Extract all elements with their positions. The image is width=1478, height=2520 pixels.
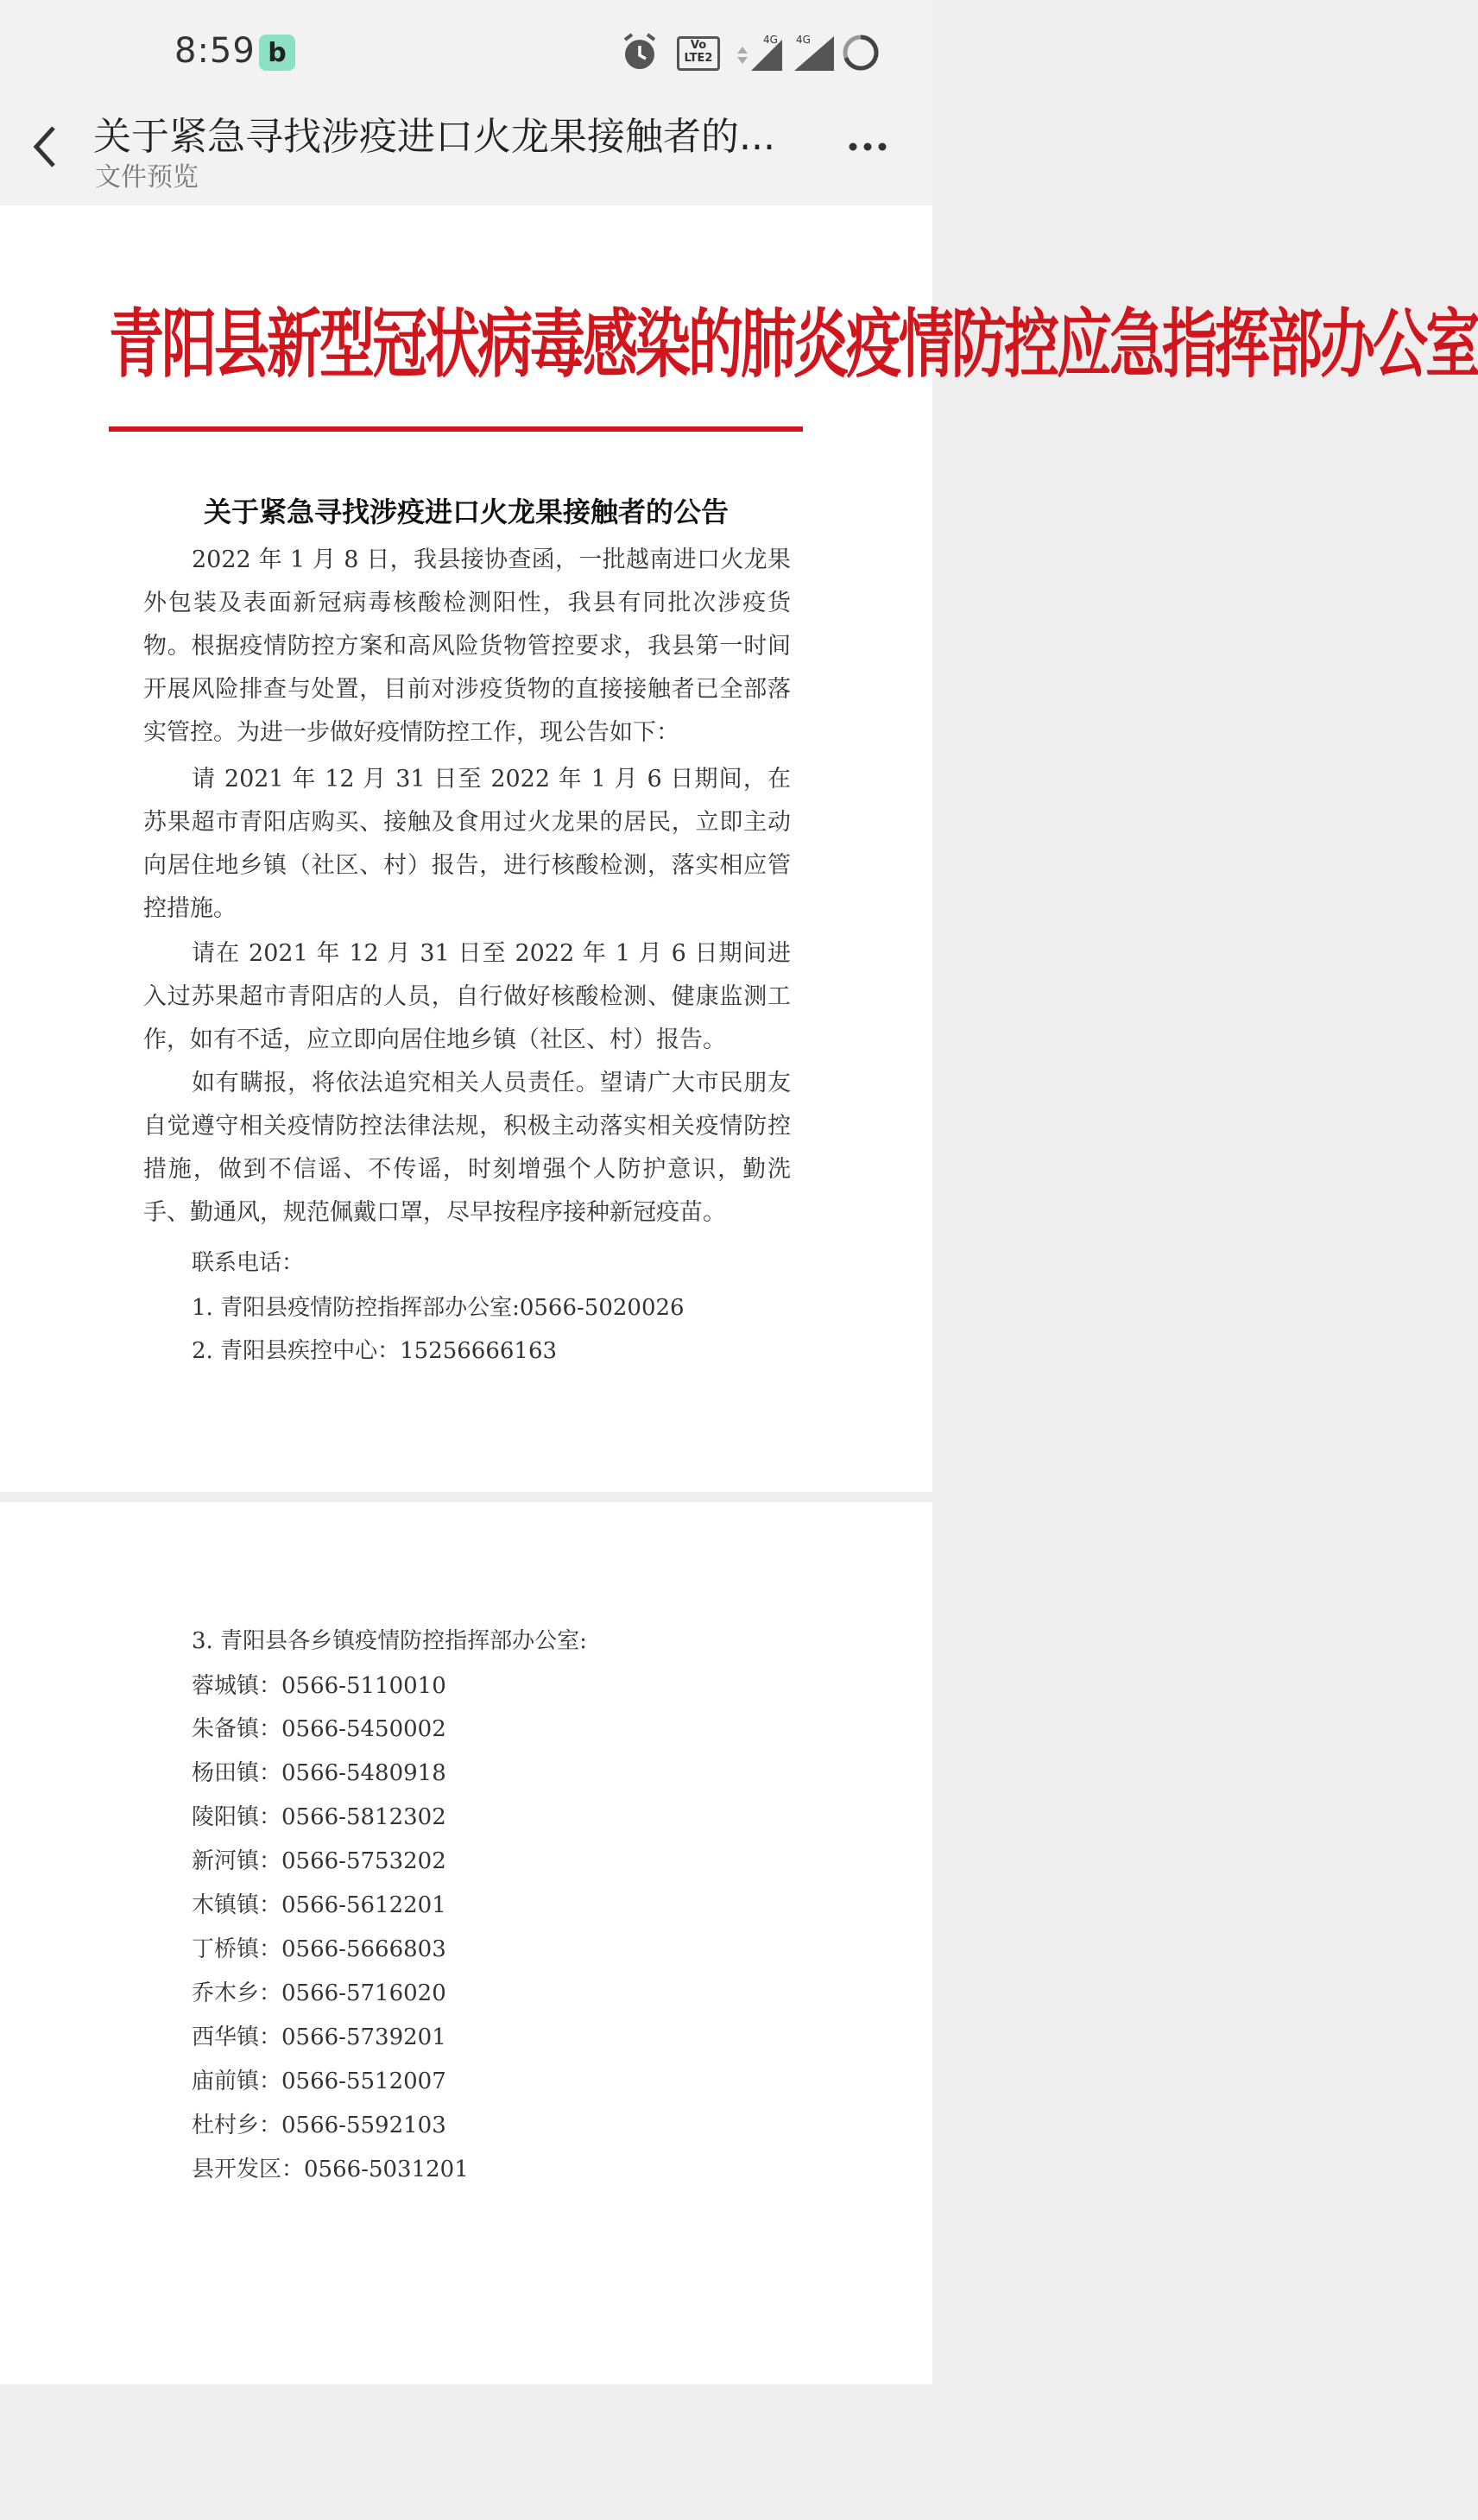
more-options-icon[interactable] [846, 129, 889, 164]
signal-strength-icon-2 [789, 31, 837, 74]
town-contact: 丁桥镇：0566-5666803 [192, 1936, 446, 1962]
volte-top-label: Vo [690, 39, 707, 52]
paragraph-2: 请 2021 年 12 月 31 日至 2022 年 1 月 6 日期间，在苏果超市青阳店购买、接触及食用过火龙果的居民，立即主动向居住地乡镇（社区、村）报告，进行核酸检测，落实相应管控措施。 [143, 766, 791, 922]
document-letterhead: 青阳县新型冠状病毒感染的肺炎疫情防控应急指挥部办公室 [109, 300, 1478, 389]
contact-heading: 联系电话： [192, 1250, 305, 1276]
status-time: 8:59 [174, 31, 256, 71]
battery-icon [839, 31, 882, 74]
town-contact: 庙前镇：0566-5512007 [192, 2068, 446, 2094]
paragraph-1: 2022 年 1 月 8 日，我县接协查函，一批越南进口火龙果外包装及表面新冠病毒核酸检测阳性，我县有同批次涉疫货物。根据疫情防控方案和高风险货物管控要求，我县第一时间开展风险排查与处置，目前对涉疫货物的直接接触者已全部落实管控。为进一步做好疫情防控工作，现公告如下： [143, 546, 791, 746]
back-icon[interactable] [28, 121, 62, 173]
contact-line: 1. 青阳县疫情防控指挥部办公室:0566-5020026 [192, 1295, 685, 1321]
volte-bottom-label: LTE2 [684, 52, 713, 65]
town-contact: 朱备镇：0566-5450002 [192, 1716, 446, 1742]
app-notification-icon: b [259, 35, 295, 71]
signal-strength-icon [734, 31, 786, 74]
town-contacts-heading: 3. 青阳县各乡镇疫情防控指挥部办公室: [192, 1628, 587, 1654]
volte-icon [677, 36, 720, 71]
contact-line: 2. 青阳县疾控中心：15256666163 [192, 1338, 558, 1364]
network-label-2: 4G [796, 34, 811, 46]
town-contact: 木镇镇：0566-5612201 [192, 1892, 446, 1918]
paragraph-3: 请在 2021 年 12 月 31 日至 2022 年 1 月 6 日期间进入过苏果超市青阳店的人员，自行做好核酸检测、健康监测工作，如有不适，应立即向居住地乡镇（社区、村）报告。 [143, 940, 791, 1053]
town-contact: 蓉城镇：0566-5110010 [192, 1673, 446, 1699]
town-contact: 杜村乡：0566-5592103 [192, 2113, 446, 2138]
document-subtitle: 文件预览 [95, 162, 199, 193]
letterhead-divider [109, 426, 803, 432]
alarm-icon [620, 31, 660, 74]
document-title: 关于紧急寻找涉疫进口火龙果接触者的... [93, 115, 775, 159]
notice-title: 关于紧急寻找涉疫进口火龙果接触者的公告 [203, 496, 729, 528]
town-contact: 乔木乡：0566-5716020 [192, 1980, 446, 2006]
town-contact: 县开发区：0566-5031201 [192, 2157, 469, 2182]
town-contact: 西华镇：0566-5739201 [192, 2024, 446, 2050]
network-label-1: 4G [763, 34, 778, 46]
paragraph-4: 如有瞒报，将依法追究相关人员责任。望请广大市民朋友自觉遵守相关疫情防控法律法规，积极主动落实相关疫情防控措施，做到不信谣、不传谣，时刻增强个人防护意识，勤洗手、勤通风，规范佩戴口罩，尽早按程序接种新冠疫苗。 [143, 1070, 791, 1226]
town-contact: 杨田镇：0566-5480918 [192, 1760, 446, 1786]
town-contact: 陵阳镇：0566-5812302 [192, 1804, 446, 1830]
town-contact: 新河镇：0566-5753202 [192, 1848, 446, 1874]
